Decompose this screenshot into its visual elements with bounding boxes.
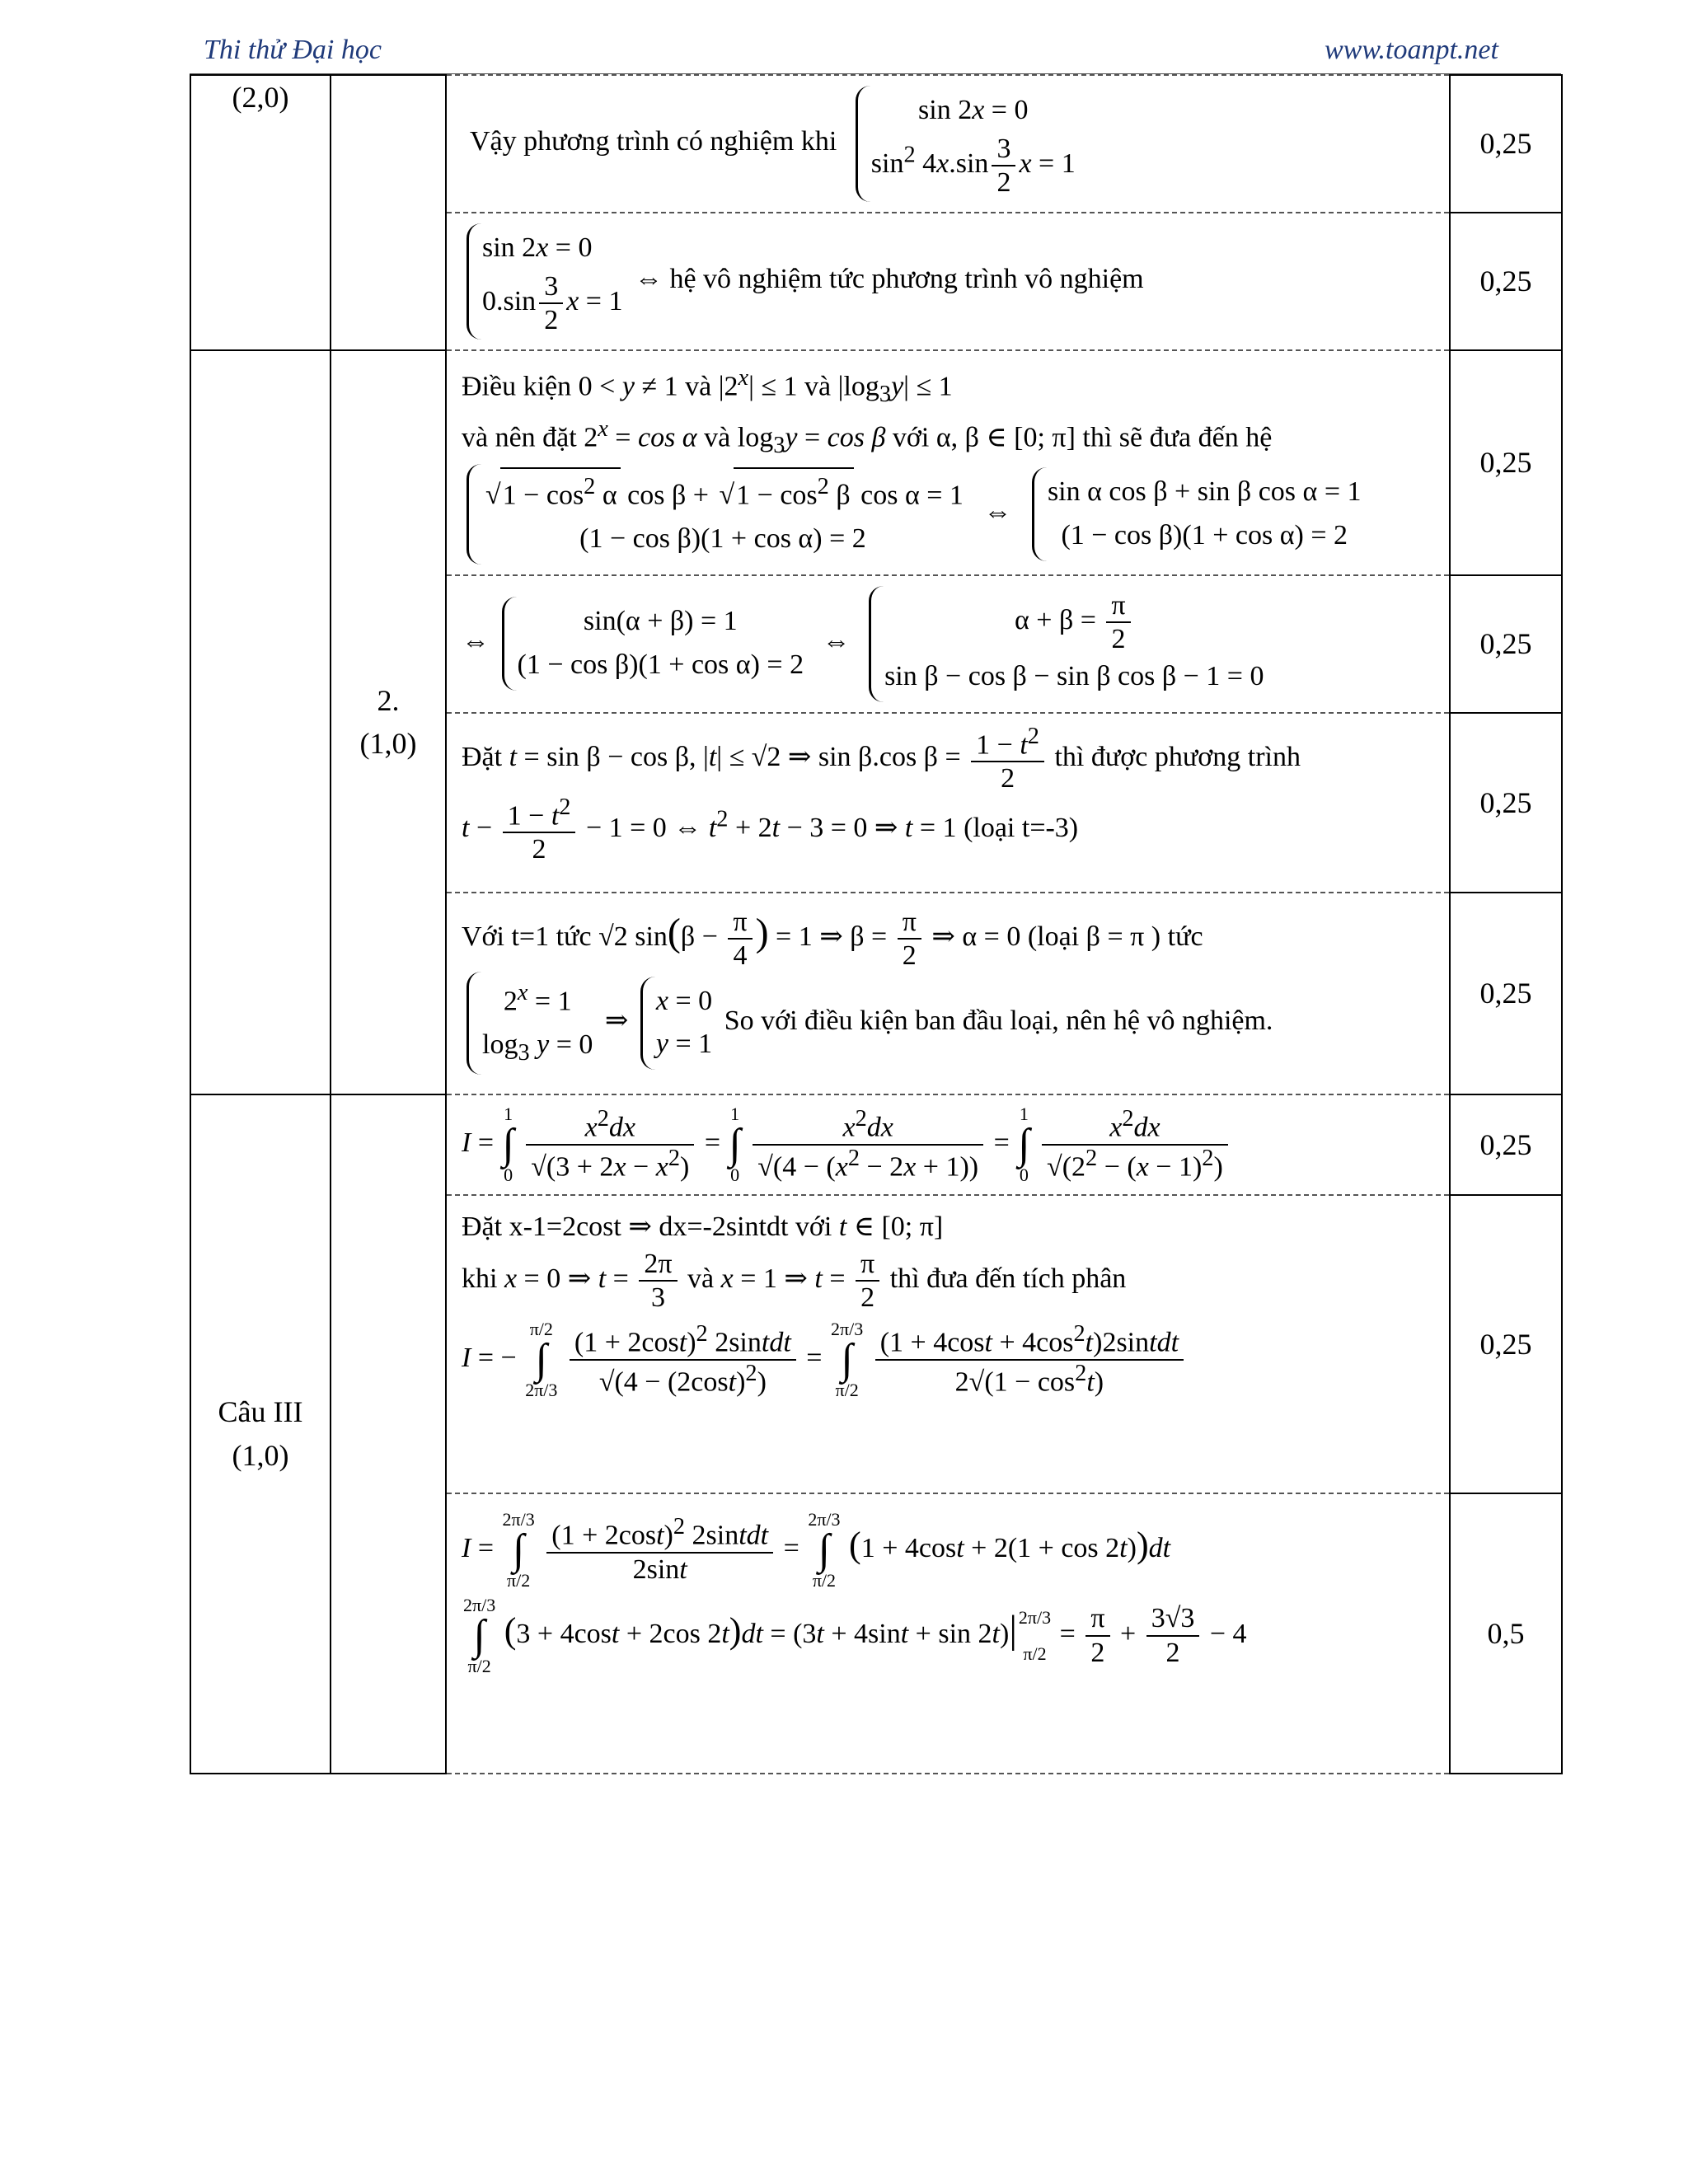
- section-points: (1,0): [232, 1438, 289, 1472]
- part-points: (1,0): [359, 727, 417, 761]
- section-name: Câu III: [218, 1395, 303, 1429]
- equation-system: sin α cos β + sin β cos α = 1 (1 − cos β)(1 + cos α) = 2: [1032, 467, 1362, 560]
- step-cell: Với t=1 tức √2 sin(β − $\frac{\pi}{4}$ ) = 1 ⇒ β = $\frac{\pi}{2}$ ⇒ α = 0 (loại β = π ) tức $2^x = 1$ $\log_3 y = 0$ ⇒ x = 0 y = 1 So với điều kiện ban đầu loại, nên hệ vô nghiệm.: [446, 893, 1450, 1094]
- score-cell: 0,25: [1450, 75, 1562, 213]
- section-points: (2,0): [232, 81, 289, 114]
- equation-system: α + β = $\frac{\pi}{2}$ sin β − cos β − sin β cos β − 1 = 0: [869, 586, 1264, 702]
- section-label-cell: [190, 350, 331, 1094]
- score-cell: 0,25: [1450, 713, 1562, 893]
- step-cell: I = 1 ∫ 0 $\frac{x^2dx}{√(3 + 2x - x^2)}$ = 1 ∫ 0 $\frac{x^2dx}{√(4 - (x^2 - 2x + 1))}$ = 1 ∫ 0 $\frac{x^2dx}{√(2^2 - (x - 1)^2)}$: [446, 1094, 1450, 1195]
- step-text: Vậy phương trình có nghiệm khi: [470, 126, 837, 157]
- header-right: www.toanpt.net: [1325, 35, 1498, 65]
- score-cell: 0,25: [1450, 1094, 1562, 1195]
- equation-system: sin(α + β) = 1 (1 − cos β)(1 + cos α) = 2: [502, 597, 804, 690]
- equation-system: sin 2x = 0 $\sin^2 4x.\sin$ $\frac{3}{2}$ x = 1: [856, 86, 1076, 202]
- step-cell: sin 2x = 0 0.sin $\frac{3}{2}$ x = 1 ⇔ hệ vô nghiệm tức phương trình vô nghiệm: [446, 213, 1450, 350]
- score-cell: 0,25: [1450, 1195, 1562, 1493]
- score-cell: 0,5: [1450, 1493, 1562, 1774]
- equation-system: x = 0 y = 1: [640, 977, 712, 1070]
- score-cell: 0,25: [1450, 350, 1562, 575]
- score-cell: 0,25: [1450, 575, 1562, 713]
- step-cell: [446, 75, 1450, 213]
- part-label-cell: [331, 350, 446, 1094]
- part-number: 2.: [377, 683, 400, 717]
- step-cell: I = 2π/3 ∫ π/2 $\frac{(1 + 2\cos t)^2 2sintdt}{2\sin t}$ = 2π/3 ∫ π/2 (1 + 4cost + 2(1 + cos 2t))dt 2π/3 ∫ π/2 (3 + 4cost + 2cos 2t)dt = (3t + 4sint + sin 2t)| 2π/3 π/2 = $\frac{\pi}{2}$ + $\frac{3√3}{2}$ − 4: [446, 1493, 1450, 1774]
- solution-table: [190, 74, 1563, 1774]
- step-cell: Đặt t = sin β − cos β, |t| ≤ √2 ⇒ sin β.cos β = $\frac{1 - t^2}{2}$ thì được phương trình t − $\frac{1 - t^2}{2}$ − 1 = 0 ⇔ $t^2 + 2t - 3 = 0$ ⇒ t = 1 (loại t=-3): [446, 713, 1450, 893]
- part-label-cell: [331, 75, 446, 350]
- part-label-cell: [331, 1094, 446, 1774]
- score-cell: 0,25: [1450, 893, 1562, 1094]
- step-cell: ⇔ sin(α + β) = 1 (1 − cos β)(1 + cos α) = 2 ⇔ α + β = $\frac{\pi}{2}$ sin β − cos β − sin β cos β − 1 = 0: [446, 575, 1450, 713]
- equation-system: √ $1 - \cos^2 \alpha$ cos β + √ $1 - \cos^2 \beta$ cos α = 1 (1 − cos β)(1 + cos α) = 2: [467, 464, 964, 565]
- score-cell: 0,25: [1450, 213, 1562, 350]
- step-text: hệ vô nghiệm tức phương trình vô nghiệm: [669, 264, 1144, 295]
- step-cell: Điều kiện 0 < y ≠ 1 và $|2^x| \le 1$ và $|\log_3y| \le 1$ và nên đặt $2^x = \cos \alpha$ và $\log_3y = \cos \beta$ với α, β ∈ [0; π] thì sẽ đưa đến hệ √ $1 - \cos^2 \alpha$ cos β + √ $1 - \cos^2 \beta$ cos α = 1 (1 − cos β)(1 + cos α) = 2 ⇔ sin α cos β + sin β cos α = 1 (1 − cos β)(1 + cos α) = 2: [446, 350, 1450, 575]
- header-left: Thi thử Đại học: [204, 35, 382, 65]
- section-label-cell: [190, 75, 331, 350]
- equation-system: $2^x = 1$ $\log_3 y = 0$: [467, 972, 593, 1075]
- section-label-cell: [190, 1094, 331, 1774]
- equation-system: sin 2x = 0 0.sin $\frac{3}{2}$ x = 1: [467, 223, 622, 340]
- step-cell: Đặt x-1=2cost ⇒ dx=-2sintdt với t ∈ [0; π] khi x = 0 ⇒ t = $\frac{2\pi}{3}$ và x = 1 ⇒ t = $\frac{\pi}{2}$ thì đưa đến tích phân I = − π/2 ∫ 2π/3 $\frac{(1 + 2\cos t)^2 2sintdt}{√(4 - (2\cos t)^2)}$ = 2π/3 ∫ π/2 $\frac{(1 + 4\cos t + 4\cos^2t)2sintdt}{2√(1 - \cos^2t)}$: [446, 1195, 1450, 1493]
